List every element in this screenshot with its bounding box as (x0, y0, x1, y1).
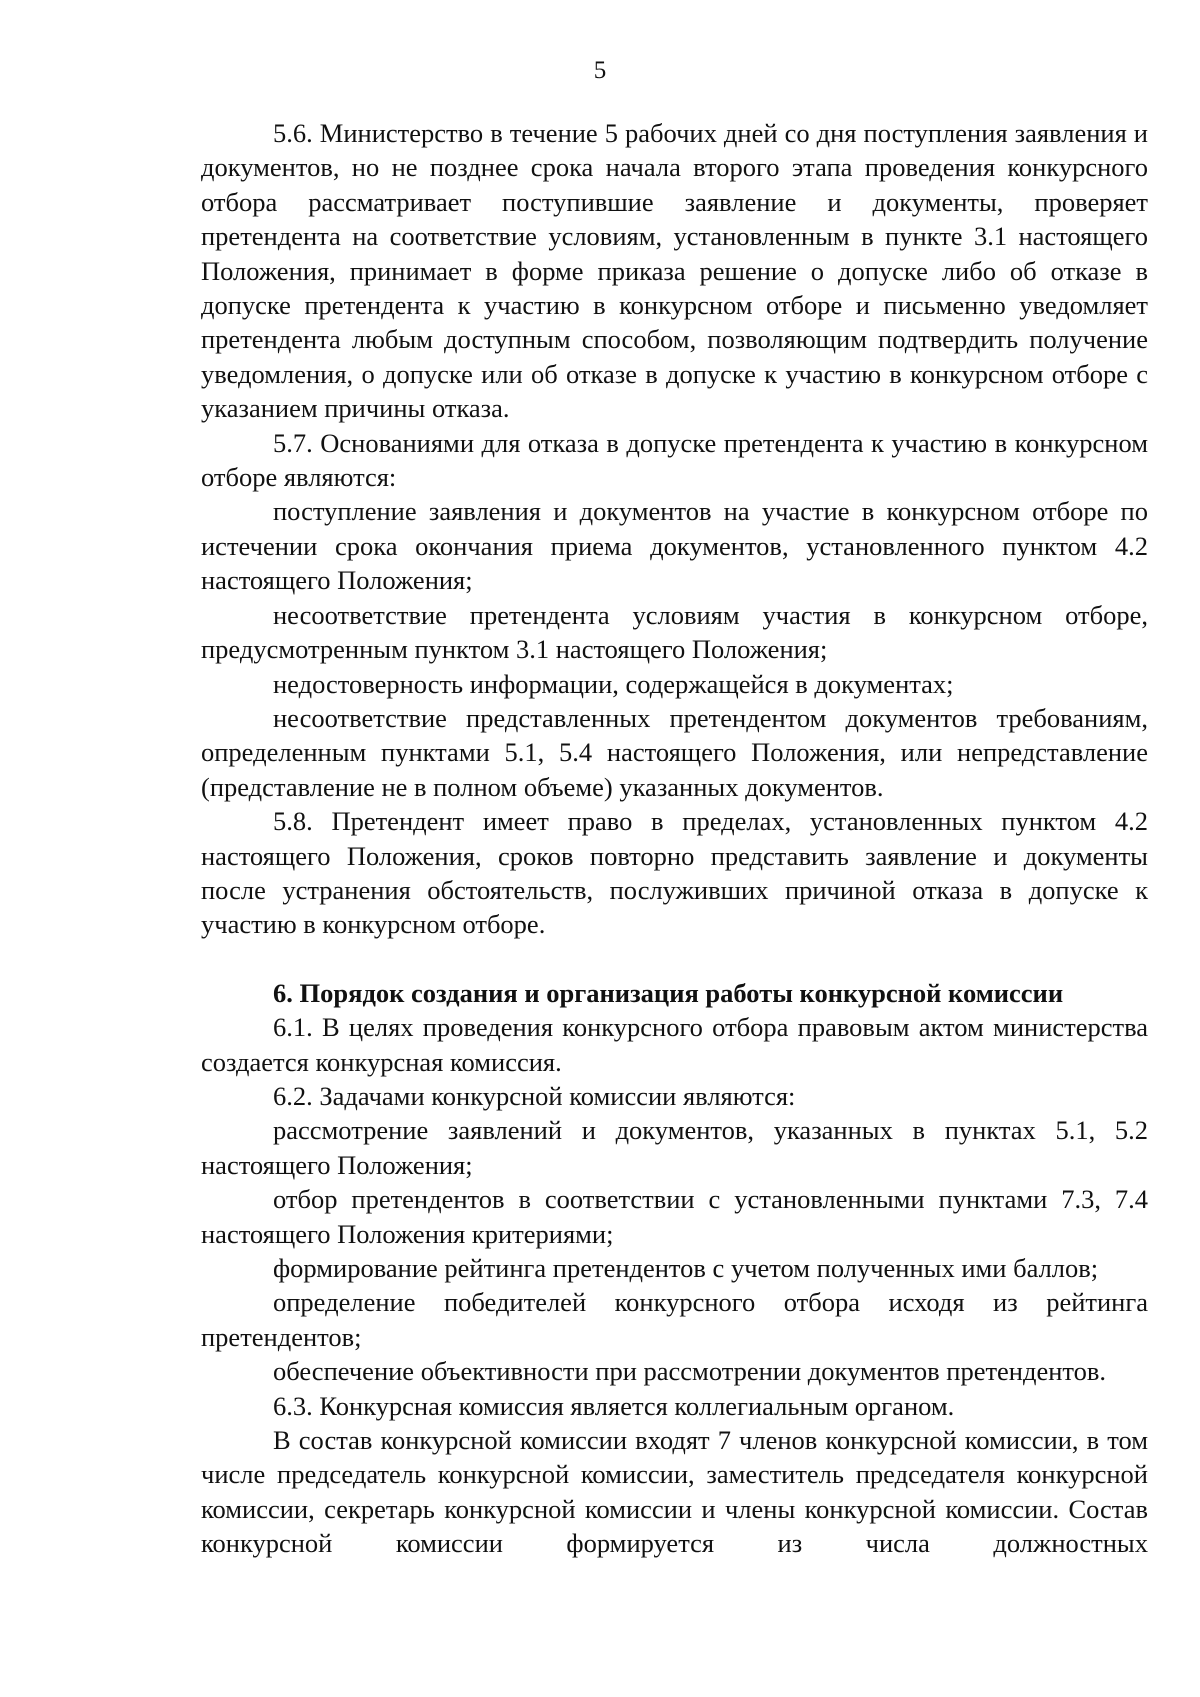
paragraph-6-1: 6.1. В целях проведения конкурсного отбора правовым актом министерства создается конкурсная комиссия. (201, 1012, 1148, 1077)
paragraph-5-7-item-4: несоответствие представленных претендентом документов требованиям, определенным пунктами 5.1, 5.4 настоящего Положения, или непредставление (представление не в полном объеме) указанных документов. (201, 702, 1148, 802)
paragraph-6-2-item-2: отбор претендентов в соответствии с установленными пунктами 7.3, 7.4 настоящего Положения критериями; (201, 1184, 1148, 1249)
paragraph-6-3: 6.3. Конкурсная комиссия является коллегиальным органом. (273, 1390, 955, 1421)
paragraph-5-7-item-1: поступление заявления и документов на участие в конкурсном отборе по истечении срока окончания приема документов, установленного пунктом 4.2 настоящего Положения; (201, 496, 1148, 596)
page-number: 5 (593, 57, 607, 84)
paragraph-6-2-item-5: обеспечение объективности при рассмотрении документов претендентов. (273, 1356, 1107, 1387)
paragraph-6-3-composition: В состав конкурсной комиссии входят 7 членов конкурсной комиссии, в том числе председатель конкурсной комиссии, заместитель председателя конкурсной комиссии, секретарь конкурсной комиссии и члены конкурсной комиссии. Состав конкурсной комиссии формируется из числа должностных (201, 1425, 1148, 1559)
section-heading-6: 6. Порядок создания и организация работы конкурсной комиссии (273, 977, 1064, 1008)
paragraph-5-7: 5.7. Основаниями для отказа в допуске претендента к участию в конкурсном отборе являются: (201, 427, 1148, 493)
document-body (201, 116, 1148, 1561)
paragraph-6-2: 6.2. Задачами конкурсной комиссии являются: (273, 1080, 796, 1111)
paragraph-6-2-item-1: рассмотрение заявлений и документов, указанных в пунктах 5.1, 5.2 настоящего Положения; (201, 1115, 1148, 1180)
paragraph-5-7-item-3: недостоверность информации, содержащейся в документах; (273, 668, 954, 699)
paragraph-5-6: 5.6. Министерство в течение 5 рабочих дней со дня поступления заявления и документов, но не позднее срока начала второго этапа проведения конкурсного отбора рассматривает поступившие заявление и документы, проверяет претендента на соответствие условиям, установленным в пункте 3.1 настоящего Положения, принимает в форме приказа решение о допуске либо об отказе в допуске претендента к участию в конкурсном отборе и письменно уведомляет претендента любым доступным способом, позволяющим подтвердить получение уведомления, о допуске или об отказе в допуске к участию в конкурсном отборе с указанием причины отказа. (201, 118, 1148, 424)
paragraph-5-8: 5.8. Претендент имеет право в пределах, установленных пунктом 4.2 настоящего Положения, сроков повторно представить заявление и документы после устранения обстоятельств, послуживших причиной отказа в допуске к участию в конкурсном отборе. (201, 806, 1148, 940)
paragraph-6-2-item-4: определение победителей конкурсного отбора исходя из рейтинга претендентов; (201, 1287, 1148, 1352)
paragraph-5-7-item-2: несоответствие претендента условиям участия в конкурсном отборе, предусмотренным пунктом 3.1 настоящего Положения; (201, 599, 1148, 665)
paragraph-6-2-item-3: формирование рейтинга претендентов с учетом полученных ими баллов; (273, 1253, 1099, 1283)
